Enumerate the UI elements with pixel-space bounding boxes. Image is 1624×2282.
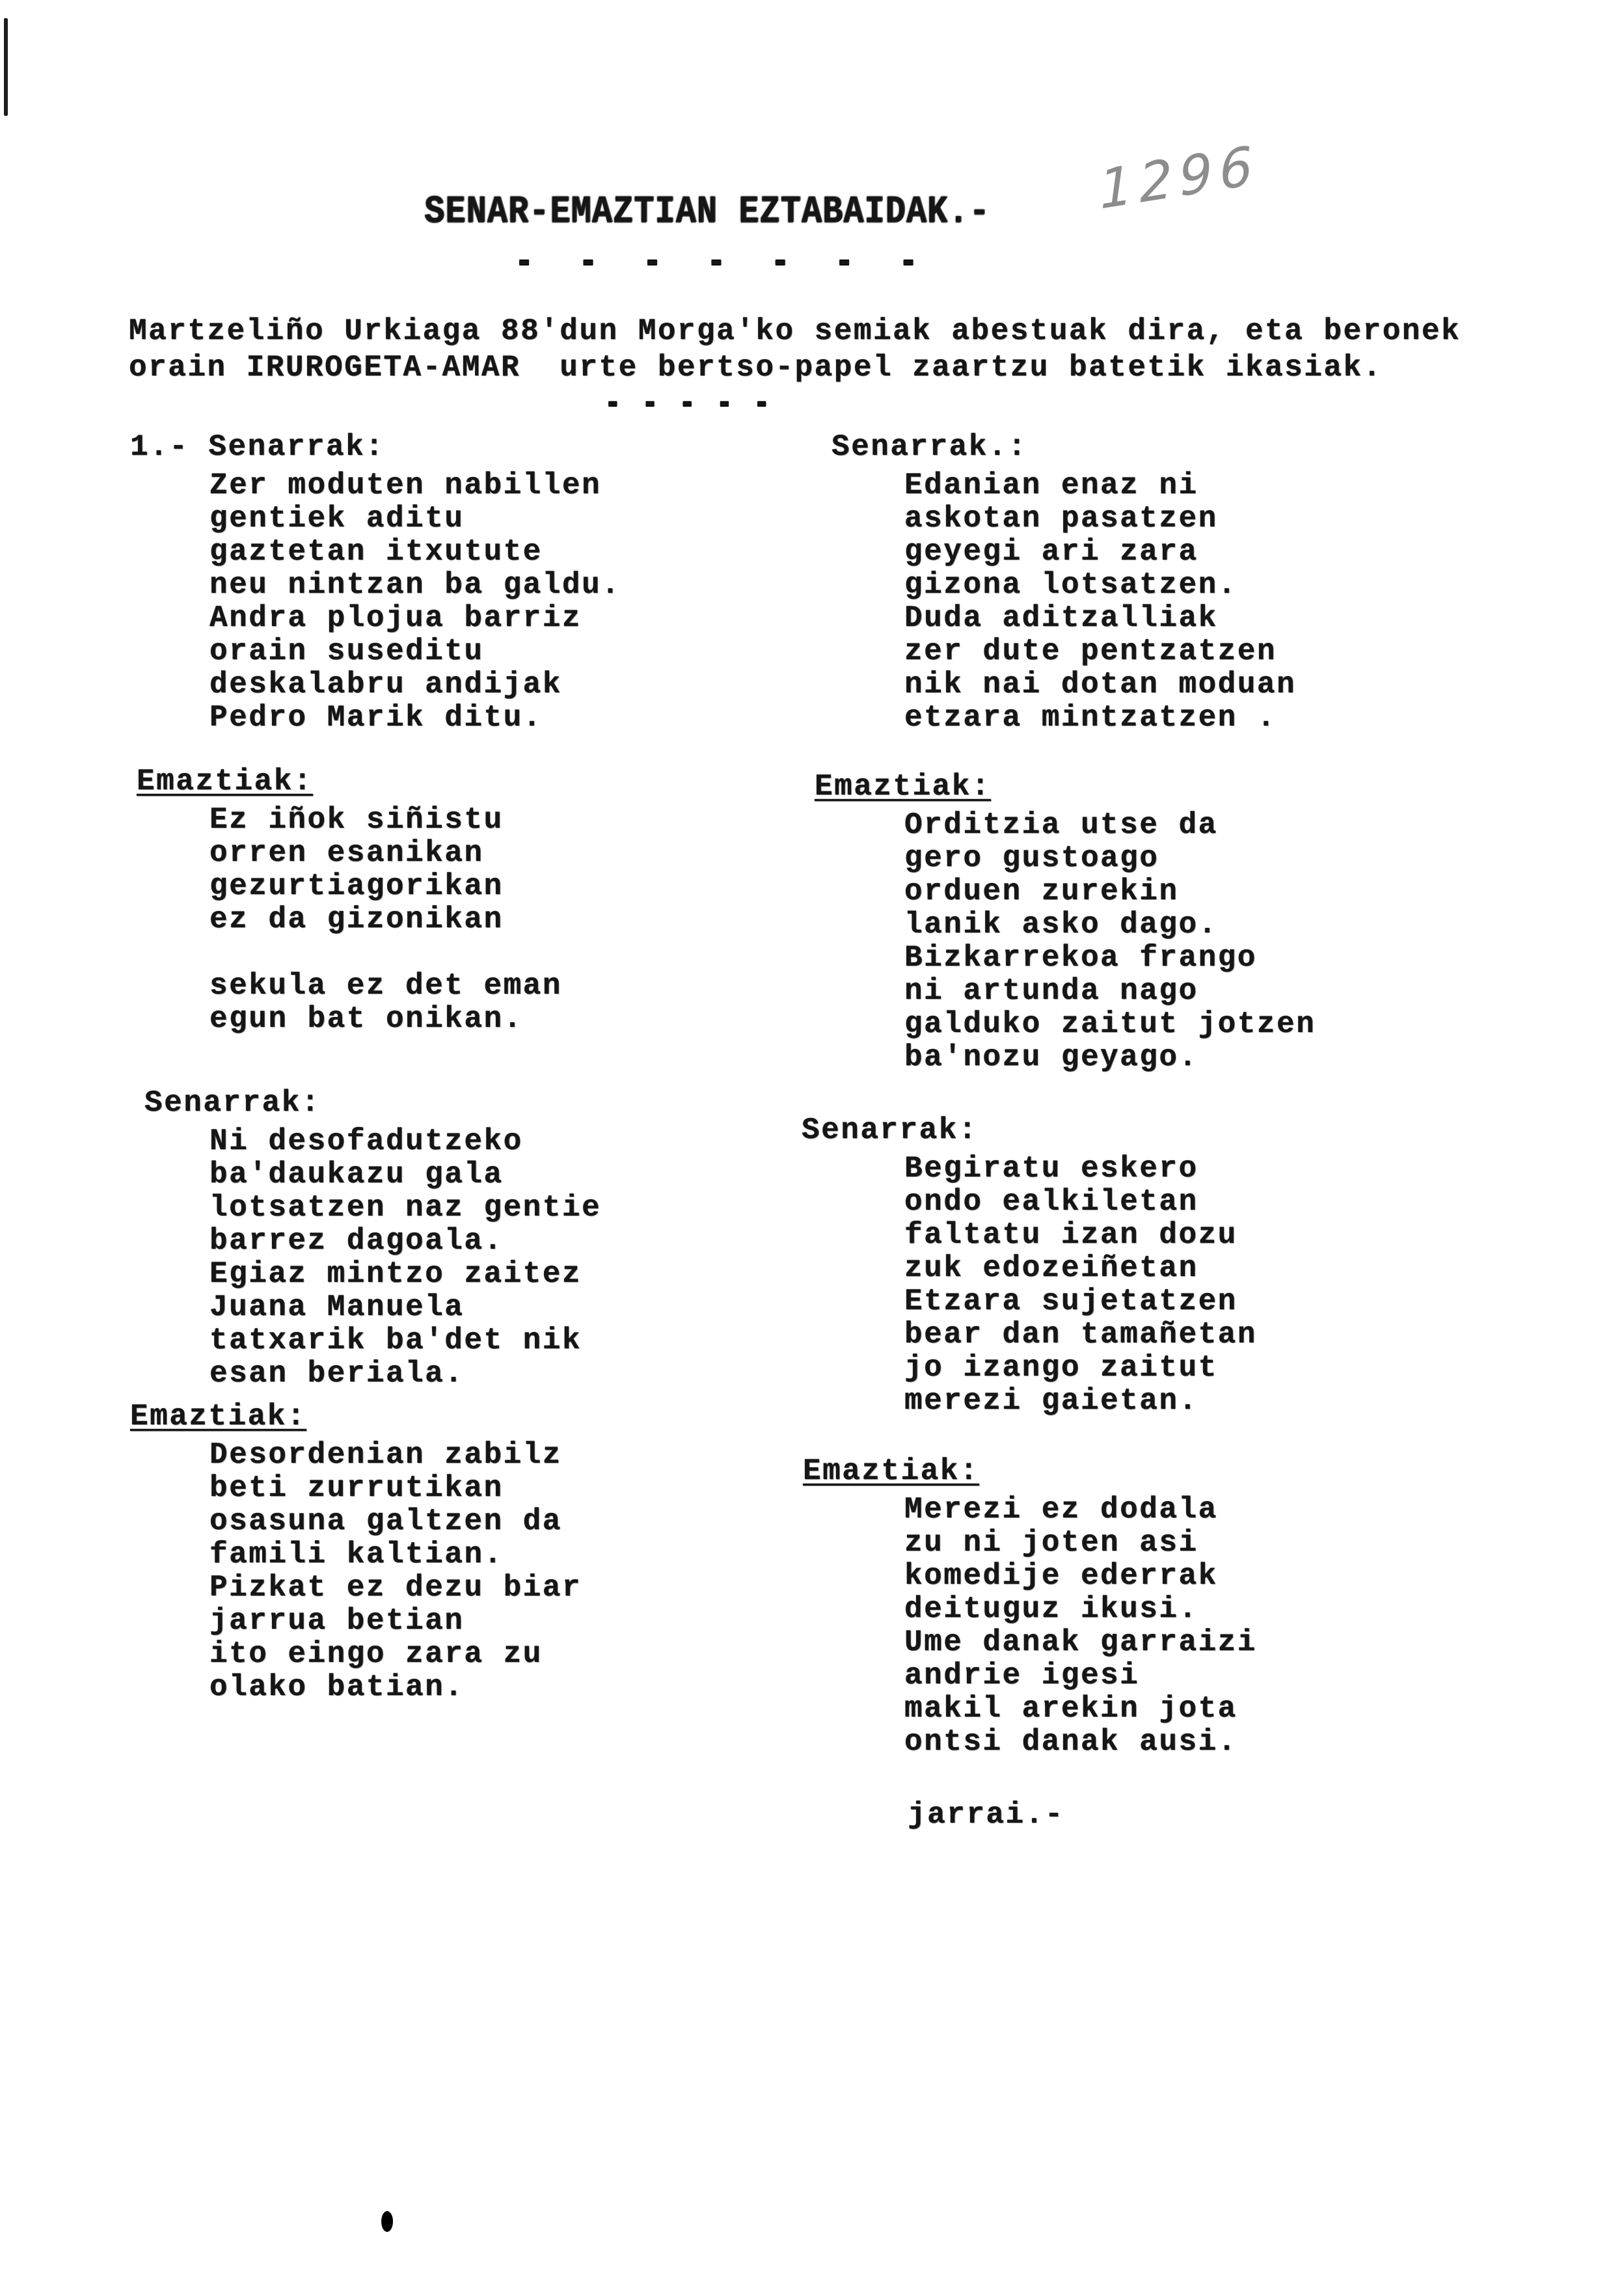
verse-line: orain suseditu xyxy=(210,634,484,668)
verse-line: ba'daukazu gala xyxy=(210,1158,504,1191)
verse-line: esan beriala. xyxy=(210,1357,465,1391)
verse-line: deituguz ikusi. xyxy=(904,1592,1198,1626)
verse-block xyxy=(802,431,1569,735)
verse-block xyxy=(802,770,1569,1074)
verse-line: zuk edozeiñetan xyxy=(904,1251,1198,1285)
verse-speaker-label: 1.- Senarrak: xyxy=(130,430,385,464)
verse-heading xyxy=(802,1455,1569,1488)
verse-heading xyxy=(130,431,898,464)
verse-line: Juana Manuela xyxy=(210,1290,465,1324)
verse-line: Pedro Marik ditu. xyxy=(210,701,543,735)
verse-speaker-label: Emaztiak: xyxy=(130,1400,306,1433)
verse-line: osasuna galtzen da xyxy=(210,1504,562,1538)
verse-line: gero gustoago xyxy=(904,841,1159,875)
verse-line: ito eingo zara zu xyxy=(210,1637,543,1671)
verse-line: makil arekin jota xyxy=(904,1692,1238,1726)
verse-speaker-label: Emaztiak: xyxy=(803,1454,979,1488)
verse-line: bear dan tamañetan xyxy=(904,1318,1257,1352)
verse-line: gentiek aditu xyxy=(210,502,465,536)
verse-line: barrez dagoala. xyxy=(210,1224,504,1258)
scan-artifact-line xyxy=(4,18,8,116)
verse-speaker-label: Senarrak: xyxy=(802,1113,978,1147)
verse-line: deskalabru andijak xyxy=(210,668,562,701)
verse-block xyxy=(802,1455,1569,1759)
verse-line: Bizkarrekoa frango xyxy=(904,941,1257,975)
verse-line: ba'nozu geyago. xyxy=(904,1040,1198,1074)
verse-line: orren esanikan xyxy=(210,836,484,870)
verse-block xyxy=(130,765,898,1036)
verse-heading xyxy=(802,770,1569,804)
verse-speaker-label: Senarrak.: xyxy=(832,430,1028,464)
verse-block xyxy=(802,1114,1569,1418)
verse-line: jo izango zaitut xyxy=(904,1351,1218,1385)
scan-artifact-dot xyxy=(381,2211,393,2232)
handwritten-page-number: 1296 xyxy=(1098,134,1261,222)
verse-line: Etzara sujetatzen xyxy=(904,1284,1238,1318)
verse-line: Duda aditzalliak xyxy=(904,601,1218,635)
verse-block xyxy=(130,1400,898,1704)
title-underline-dashes: - - - - - - - xyxy=(514,243,930,282)
verse-heading xyxy=(130,1087,898,1120)
verse-line: ontsi danak ausi. xyxy=(904,1725,1238,1759)
verse-line: Zer moduten nabillen xyxy=(210,469,602,502)
verse-line: Desordenian zabilz xyxy=(210,1438,562,1472)
verse-line: Merezi ez dodala xyxy=(904,1493,1218,1527)
intro-line-1: Martzeliño Urkiaga 88'dun Morga'ko semiak abestuak dira, eta beronek xyxy=(129,314,1461,348)
verse-line: gezurtiagorikan xyxy=(210,869,504,903)
verse-speaker-label: Senarrak: xyxy=(144,1086,321,1120)
verse-line: askotan pasatzen xyxy=(904,502,1218,536)
verse-line: etzara mintzatzen . xyxy=(904,701,1277,735)
verse-line: egun bat onikan. xyxy=(210,1002,523,1036)
verse-heading xyxy=(130,1400,898,1433)
verse-line: Pizkat ez dezu biar xyxy=(210,1571,582,1605)
verse-line: lanik asko dago. xyxy=(904,908,1218,942)
verse-heading xyxy=(802,1114,1569,1147)
continuation-note: jarrai.- xyxy=(908,1798,1064,1832)
verse-speaker-label: Emaztiak: xyxy=(137,765,313,798)
verse-line: zer dute pentzatzen xyxy=(904,634,1277,668)
verse-line: Orditzia utse da xyxy=(904,808,1218,842)
verse-block xyxy=(130,1087,898,1391)
verse-line: ondo ealkiletan xyxy=(904,1185,1198,1219)
verse-line: jarrua betian xyxy=(210,1604,465,1638)
verse-line: Egiaz mintzo zaitez xyxy=(210,1257,582,1291)
verse-line: zu ni joten asi xyxy=(904,1526,1198,1560)
verse-line: merezi gaietan. xyxy=(904,1384,1198,1418)
verse-line: ez da gizonikan xyxy=(210,903,504,936)
verse-line: gaztetan itxutute xyxy=(210,535,543,569)
verse-line: lotsatzen naz gentie xyxy=(210,1191,602,1225)
verse-line: gizona lotsatzen. xyxy=(904,568,1238,602)
verse-line: komedije ederrak xyxy=(904,1559,1218,1593)
verse-line: Ni desofadutzeko xyxy=(210,1124,523,1158)
verse-heading xyxy=(130,765,898,798)
page-title: SENAR-EMAZTIAN EZTABAIDAK.- xyxy=(424,189,990,234)
verse-line: tatxarik ba'det nik xyxy=(210,1324,582,1357)
verse-line: sekula ez det eman xyxy=(210,969,562,1003)
verse-line: faltatu izan dozu xyxy=(904,1218,1238,1252)
verse-line: Andra plojua barriz xyxy=(210,601,582,635)
verse-line: Ume danak garraizi xyxy=(904,1625,1257,1659)
verse-line: Ez iñok siñistu xyxy=(210,803,504,837)
intro-underline-dashes: - - - - - xyxy=(604,387,772,421)
verse-line: Edanian enaz ni xyxy=(904,469,1198,502)
verse-line: beti zurrutikan xyxy=(210,1471,504,1505)
verse-line: ni artunda nago xyxy=(904,974,1198,1008)
verse-line: famili kaltian. xyxy=(210,1538,504,1571)
verse-line: orduen zurekin xyxy=(904,875,1179,908)
verse-heading xyxy=(802,431,1569,464)
verse-line: geyegi ari zara xyxy=(904,535,1198,569)
intro-line-2: orain IRUROGETA-AMAR urte bertso-papel zaartzu batetik ikasiak. xyxy=(129,351,1383,385)
verse-line: nik nai dotan moduan xyxy=(904,668,1297,701)
verse-line xyxy=(130,936,898,970)
verse-line: Begiratu eskero xyxy=(904,1152,1198,1186)
verse-line: galduko zaitut jotzen xyxy=(904,1007,1316,1041)
verse-line: neu nintzan ba galdu. xyxy=(210,568,621,602)
verse-line: olako batian. xyxy=(210,1670,465,1704)
verse-line: andrie igesi xyxy=(904,1659,1140,1692)
verse-block xyxy=(130,431,898,735)
verse-speaker-label: Emaztiak: xyxy=(815,770,991,804)
